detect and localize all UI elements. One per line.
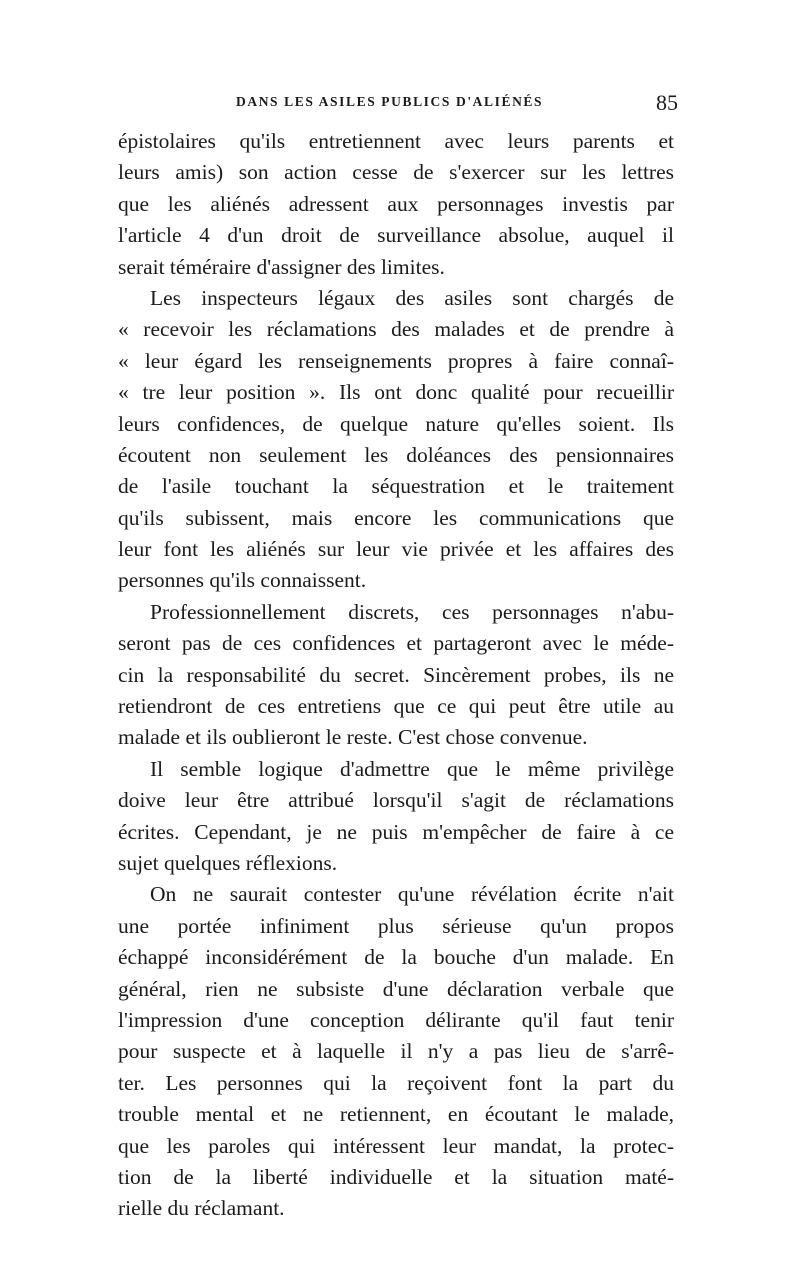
text-line: l'impression d'une conception délirante qu'il faut tenir	[118, 1007, 674, 1032]
text-line: leurs amis) son action cesse de s'exercer sur les lettres	[118, 160, 674, 185]
paragraph-first-line: Il semble logique d'admettre que le même privilège	[150, 756, 674, 781]
text-line: général, rien ne subsiste d'une déclaration verbale que	[118, 976, 674, 1001]
paragraph-first-line: Les inspecteurs légaux des asiles sont chargés de	[150, 285, 674, 310]
text-line: « tre leur position ». Ils ont donc qualité pour recueillir	[118, 380, 674, 405]
text-line: qu'ils subissent, mais encore les communications que	[118, 505, 674, 530]
text-line: écoutent non seulement les doléances des pensionnaires	[118, 442, 674, 467]
running-head	[118, 90, 678, 120]
text-line: seront pas de ces confidences et partageront avec le méde-	[118, 631, 674, 656]
text-line: serait téméraire d'assigner des limites.	[118, 254, 445, 279]
text-line: rielle du réclamant.	[118, 1196, 285, 1221]
text-line: que les paroles qui intéressent leur mandat, la protec-	[118, 1133, 674, 1158]
text-line: retiendront de ces entretiens que ce qui peut être utile au	[118, 694, 674, 719]
text-line: ter. Les personnes qui la reçoivent font la part du	[118, 1070, 674, 1095]
text-line: cin la responsabilité du secret. Sincèrement probes, ils ne	[118, 662, 674, 687]
text-line: doive leur être attribué lorsqu'il s'agit de réclamations	[118, 788, 674, 813]
text-line: « recevoir les réclamations des malades et de prendre à	[118, 317, 674, 342]
text-line: épistolaires qu'ils entretiennent avec leurs parents et	[118, 129, 674, 153]
paragraph-first-line: On ne saurait contester qu'une révélation écrite n'ait	[150, 882, 674, 907]
text-line: personnes qu'ils connaissent.	[118, 568, 367, 593]
text-line: « leur égard les renseignements propres à faire connaî-	[118, 348, 674, 373]
text-line: leurs confidences, de quelque nature qu'elles soient. Ils	[118, 411, 674, 436]
text-line: tion de la liberté individuelle et la situation maté-	[118, 1164, 674, 1189]
text-line: échappé inconsidérément de la bouche d'un malade. En	[118, 945, 674, 970]
running-title: DANS LES ASILES PUBLICS D'ALIÉNÉS	[236, 94, 544, 109]
text-line: sujet quelques réflexions.	[118, 850, 338, 875]
text-line: que les aliénés adressent aux personnages investis par	[118, 191, 674, 216]
paragraph-first-line: Professionnellement discrets, ces personnages n'abu-	[150, 599, 674, 624]
text-line: de l'asile touchant la séquestration et le traitement	[118, 474, 674, 499]
text-line: pour suspecte et à laquelle il n'y a pas lieu de s'arrê-	[118, 1039, 674, 1064]
text-line: trouble mental et ne retiennent, en écoutant le malade,	[118, 1102, 674, 1127]
text-line: malade et ils oublieront le reste. C'est chose convenue.	[118, 725, 588, 750]
text-line: une portée infiniment plus sérieuse qu'un propos	[118, 913, 674, 938]
text-line: leur font les aliénés sur leur vie privée et les affaires des	[118, 537, 674, 562]
text-line: écrites. Cependant, je ne puis m'empêcher de faire à ce	[118, 819, 674, 844]
body-text	[118, 126, 674, 1225]
text-line: l'article 4 d'un droit de surveillance absolue, auquel il	[118, 223, 674, 248]
page-number: 85	[656, 90, 678, 115]
